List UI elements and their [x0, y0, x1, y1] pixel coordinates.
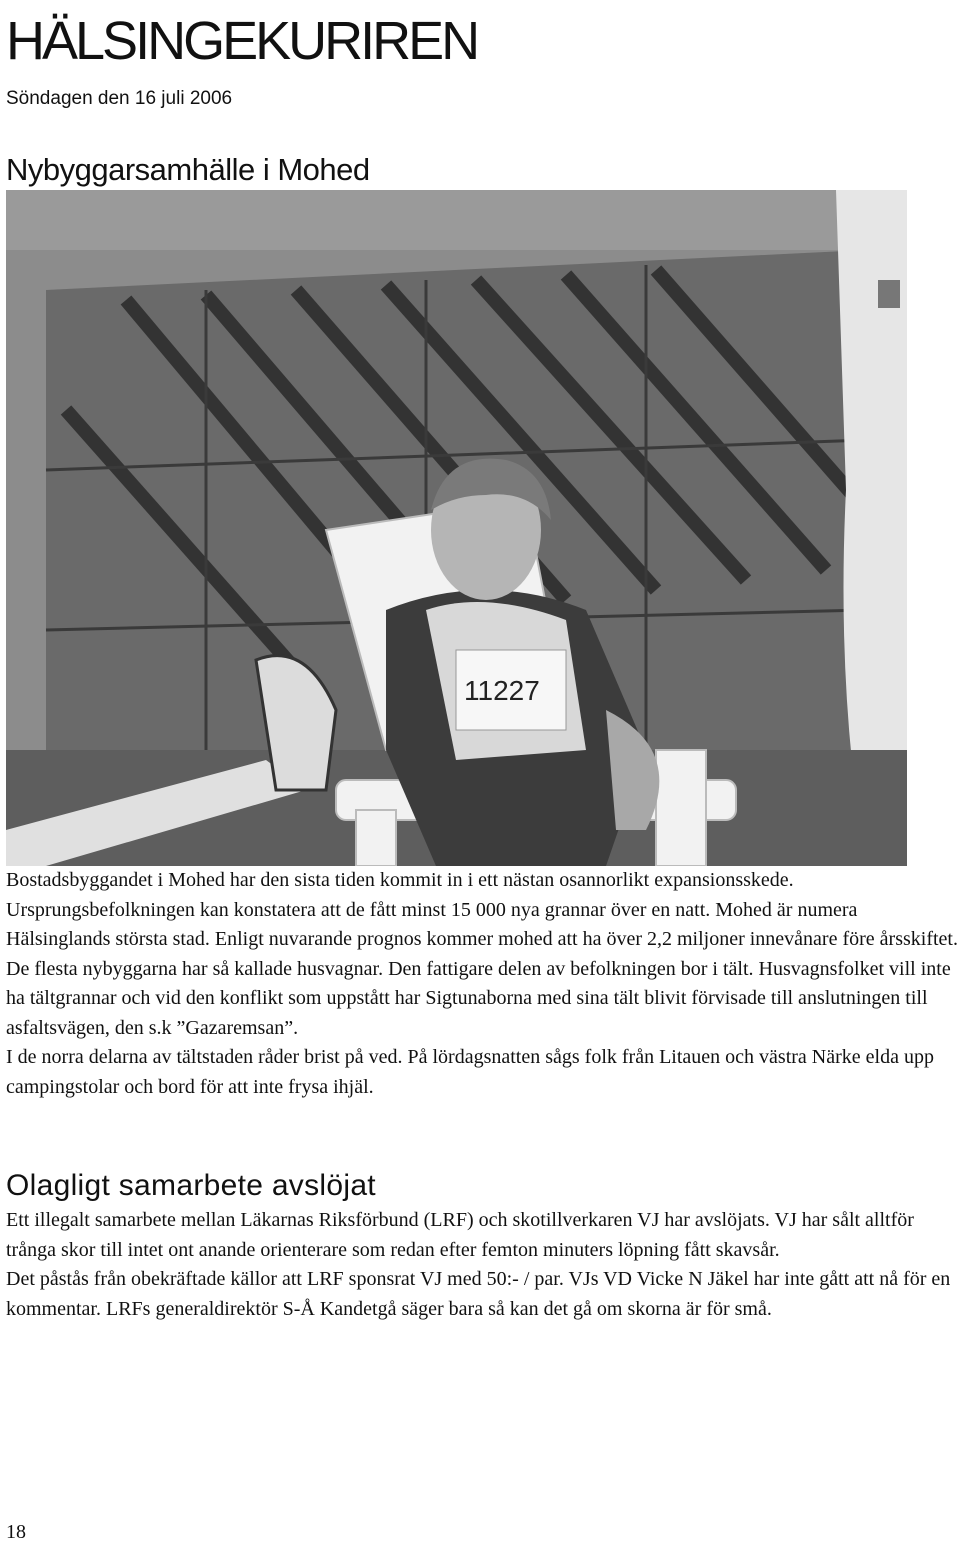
article-headline: Nybyggarsamhälle i Mohed — [6, 152, 370, 187]
paragraph: De flesta nybyggarna har så kallade husvagnar. Den fattigare delen av befolkningen bor i tält. Husvagnsfolket vill inte ha tältgrannar och vid den konflikt som uppstått har Sigtunaborna med sina tält blivit förvisade till anslutningen till asfaltsvägen, den s.k ”Gazaremsan”. — [6, 957, 951, 1039]
paragraph: I de norra delarna av tältstaden råder brist på ved. På lördagsnatten sågs folk från Litauen och västra Närke elda upp campingstolar och bord för att inte frysa ihjäl. — [6, 1046, 934, 1098]
page-number: 18 — [6, 1521, 26, 1543]
publication-date: Söndagen den 16 juli 2006 — [6, 88, 233, 109]
paragraph: Bostadsbyggandet i Mohed har den sista tiden kommit in i ett nästan osannorlikt expansionsskede. Ursprungsbefolkningen kan konstatera att de fått minst 15 000 nya grannar över en natt. Mohed är numera Hälsinglands största stad. Enligt nuvarande prognos kommer mohed att ha över 2,2 miljoner innevånare före årsskiftet. — [6, 869, 958, 950]
second-article-body — [6, 1206, 960, 1324]
paragraph: Det påstås från obekräftade källor att LRF sponsrat VJ med 50:- / par. VJs VD Vicke N Jäkel har inte gått att nå för en kommentar. LRFs generaldirektör S-Å Kandetgå säger bara så kan det gå om skorna är för små. — [6, 1268, 951, 1320]
article-body — [6, 866, 960, 1102]
race-bib-number: 11227 — [464, 675, 540, 706]
tent-top-fabric — [6, 190, 866, 250]
masthead: HÄLSINGEKURIREN — [6, 11, 478, 71]
article-photo — [6, 190, 907, 866]
caravan-lamp — [878, 280, 900, 308]
paragraph: Ett illegalt samarbete mellan Läkarnas Riksförbund (LRF) och skotillverkaren VJ har avslöjats. VJ har sålt alltför trånga skor till intet ont anande orienterare som redan efter femton minuters löpning fått skavsår. — [6, 1209, 914, 1261]
second-article-headline: Olagligt samarbete avslöjat — [6, 1169, 376, 1202]
